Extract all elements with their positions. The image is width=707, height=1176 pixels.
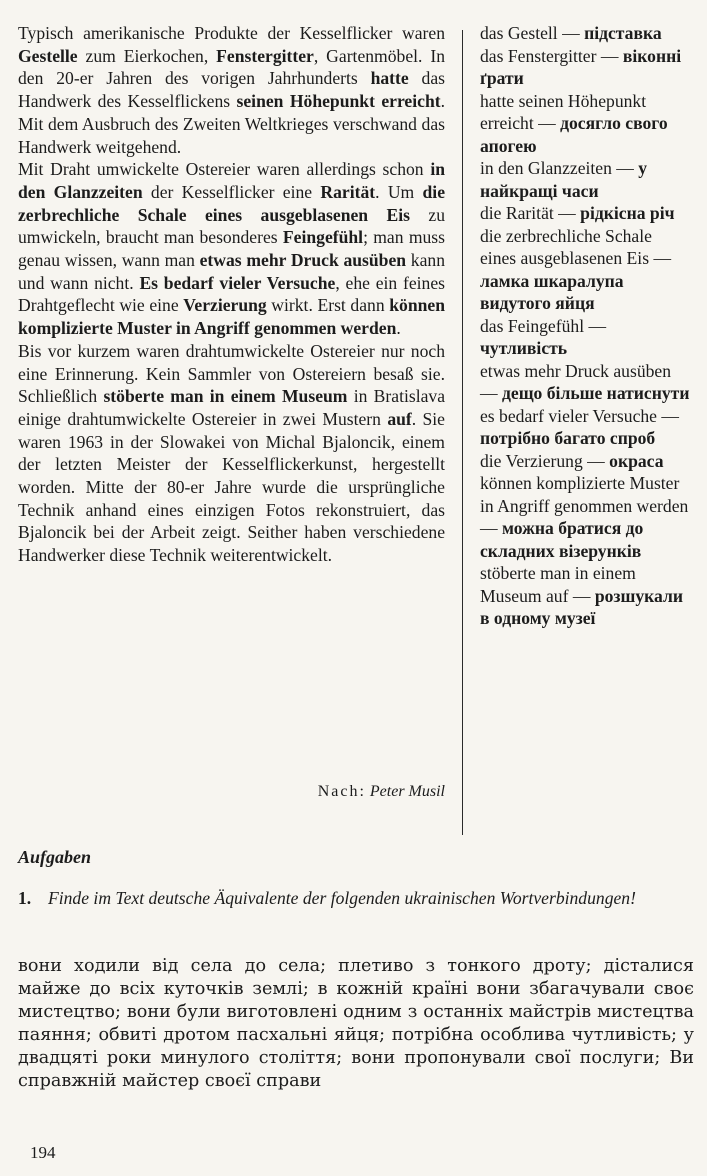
glossary-entry: etwas mehr Druck ausüben — дещо більше натиснути bbox=[480, 360, 690, 403]
glossary-entry: können komplizierte Muster in Angriff genommen werden — можна братися до складних візерунків bbox=[480, 473, 689, 561]
task-1-word-list: вони ходили від села до села; плетиво з тонкого дроту; дісталися майже до всіх куточків землі; в кожній країні вони збагачували своє мистецтво; вони були виготовлені одним з останніх майстрів мистецтва паяння; обвиті дротом пасхальні яйця; потрібна особлива чутливість; у двадцяті роки минулого століття; вони пропонували свої послуги; Ви справжній майстер своєї справи bbox=[18, 956, 694, 1091]
glossary-entry: in den Glanzzeiten — у найкращі часи bbox=[480, 158, 648, 201]
bold-phrase: die zerbrechliche Schale eines ausgeblasenen Eis bbox=[18, 181, 445, 225]
glossary-ukrainian: віконні ґрати bbox=[480, 45, 682, 88]
glossary-ukrainian: рідкісна річ bbox=[580, 203, 675, 223]
page-number: 194 bbox=[30, 1143, 56, 1162]
bold-phrase: können komplizierte Muster in Angriff genommen werden bbox=[18, 295, 446, 339]
glossary-ukrainian: чутливість bbox=[480, 338, 568, 358]
paragraph-2 bbox=[18, 158, 445, 340]
text-run: , ehe ein feines Drahtgeflecht wie eine bbox=[18, 272, 445, 316]
source-label: Nach: bbox=[317, 783, 366, 800]
main-text-column bbox=[18, 22, 445, 567]
glossary-entry: das Fenstergitter — віконні ґрати bbox=[480, 45, 682, 88]
glossary-ukrainian: у найкращі часи bbox=[480, 158, 648, 201]
column-divider bbox=[462, 30, 463, 835]
glossary-german: die Rarität bbox=[480, 203, 554, 223]
bold-phrase: in den Glanzzeiten bbox=[18, 159, 445, 202]
text-run: ; man muss genau wissen, wann man bbox=[18, 227, 445, 271]
glossary-column bbox=[480, 22, 692, 630]
glossary-entry: die zerbrechliche Schale eines ausgeblasenen Eis — ламка шкаралупа видутого яйця bbox=[480, 225, 672, 313]
glossary-german: stöberte man in einem Museum auf bbox=[480, 563, 636, 606]
task-instruction: Finde im Text deutsche Äquivalente der folgenden ukrainischen Wortverbindungen! bbox=[48, 888, 636, 908]
glossary-ukrainian: розшукали в одному музеї bbox=[480, 585, 683, 628]
paragraph-1 bbox=[18, 22, 445, 158]
paragraph-3 bbox=[18, 340, 445, 567]
text-run: . bbox=[396, 318, 401, 339]
bold-phrase: stöberte man in einem Museum bbox=[103, 386, 348, 407]
text-run: Bis vor kurzem waren drahtumwickelte Ostereier nur noch eine Erinnerung. Kein Sammler von Ostereiern besaß sie. Schließlich bbox=[18, 340, 445, 407]
glossary-ukrainian: досягло свого апогею bbox=[480, 113, 668, 156]
text-run: . Mit dem Ausbruch des Zweiten Weltkrieges verschwand das Handwerk weitgehend. bbox=[18, 91, 445, 157]
bold-phrase: Es bedarf vieler Versuche bbox=[139, 272, 336, 293]
glossary-entry: das Feingefühl — чутливість bbox=[480, 315, 607, 358]
text-run: Mit Draht umwickelte Ostereier waren allerdings schon bbox=[18, 159, 431, 180]
text-run: kann und wann nicht. bbox=[18, 250, 445, 293]
glossary-german: können komplizierte Muster in Angriff genommen werden bbox=[480, 473, 689, 516]
glossary-german: die zerbrechliche Schale eines ausgeblasenen Eis bbox=[480, 225, 652, 268]
text-run: Typisch amerikanische Produkte der Kesselflicker waren bbox=[18, 23, 445, 43]
glossary-ukrainian: підставка bbox=[584, 23, 662, 43]
bold-phrase: hatte bbox=[370, 68, 409, 89]
glossary-entry: das Gestell — підставка bbox=[480, 23, 662, 43]
task-1 bbox=[18, 887, 694, 910]
source-author: Peter Musil bbox=[369, 783, 445, 800]
bold-phrase: Gestelle bbox=[18, 45, 78, 66]
glossary-entry: die Verzierung — окраса bbox=[480, 450, 664, 471]
glossary-ukrainian: потрібно багато спроб bbox=[480, 428, 656, 448]
text-run: in Bratislava einige drahtumwickelte Ostereier in zwei Mustern bbox=[18, 386, 446, 429]
bold-phrase: seinen Höhepunkt erreicht bbox=[236, 91, 441, 112]
glossary-german: das Feingefühl bbox=[480, 315, 585, 336]
glossary-ukrainian: окраса bbox=[609, 450, 664, 471]
bold-phrase: etwas mehr Druck ausüben bbox=[199, 250, 407, 271]
text-run: . Sie waren 1963 in der Slowakei von Michal Bjaloncik, einem der letzten Meister der Kesselflickerkunst, hergestellt worden. Mitte der 80-er Jahre wurde die ursprüngliche Technik anhand eines einzigen Fotos rekonstruiert, das Bjaloncik bei der Arbeit zeigt. Seither haben verschiedene Handwerker diese Technik weiterentwickelt. bbox=[18, 408, 445, 566]
bold-phrase: Fenstergitter bbox=[216, 45, 314, 66]
text-run: . Um bbox=[375, 181, 423, 202]
glossary-entry: die Rarität — рідкісна річ bbox=[480, 203, 675, 223]
text-run: , Gartenmöbel. In den 20-er Jahren des vorigen Jahrhunderts bbox=[18, 45, 446, 89]
glossary-ukrainian: ламка шкаралупа видутого яйця bbox=[480, 270, 624, 313]
text-run: das Handwerk des Kesselflickens bbox=[18, 68, 445, 112]
glossary-entry: hatte seinen Höhepunkt erreicht — досягло свого апогею bbox=[480, 90, 668, 156]
bold-phrase: auf bbox=[387, 408, 412, 429]
glossary-ukrainian: дещо більше натиснути bbox=[502, 383, 690, 403]
task-number: 1. bbox=[18, 888, 32, 908]
glossary-german: das Fenstergitter bbox=[480, 45, 597, 66]
bold-phrase: Feingefühl bbox=[282, 227, 364, 248]
glossary-german: das Gestell bbox=[480, 23, 558, 43]
glossary-german: die Verzierung bbox=[480, 450, 583, 471]
glossary-entry: es bedarf vieler Versuche — потрібно багато спроб bbox=[480, 405, 679, 448]
glossary-german: es bedarf vieler Versuche bbox=[480, 405, 657, 426]
bold-phrase: Rarität bbox=[320, 181, 376, 202]
text-run: der Kesselflicker eine bbox=[142, 181, 321, 202]
glossary-ukrainian: можна братися до складних візерунків bbox=[480, 518, 644, 561]
text-run: zu umwickeln, braucht man besonderes bbox=[18, 204, 445, 248]
bold-phrase: Verzierung bbox=[183, 295, 267, 316]
glossary-german: in den Glanzzeiten bbox=[480, 158, 612, 178]
text-run: zum Eierkochen, bbox=[77, 45, 217, 66]
text-run: wirkt. Erst dann bbox=[266, 295, 390, 316]
tasks-heading: Aufgaben bbox=[18, 847, 92, 867]
source-attribution bbox=[200, 783, 445, 801]
glossary-entry: stöberte man in einem Museum auf — розшукали в одному музеї bbox=[480, 563, 683, 628]
glossary-german: etwas mehr Druck ausüben bbox=[480, 360, 672, 381]
glossary-german: hatte seinen Höhepunkt erreicht bbox=[480, 90, 647, 133]
